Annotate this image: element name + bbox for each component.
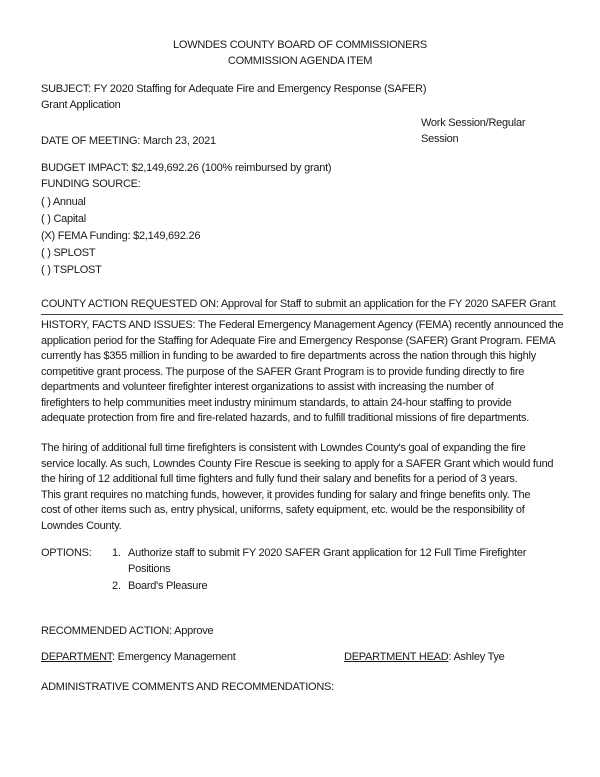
department-label: DEPARTMENT [41,651,113,663]
paragraph-line: This grant requires no matching funds, however, it provides funding for salary and fringe benefits only. The [41,488,531,501]
paragraph-line: the hiring of 12 additional full time fighters and fully fund their salary and benefits for a period of 3 years. [41,473,518,485]
date-of-meeting: DATE OF MEETING: March 23, 2021 [41,135,216,147]
funding-option-splost: ( ) SPLOST [41,247,96,259]
history-line: HISTORY, FACTS AND ISSUES: The Federal Emergency Management Agency (FEMA) recently announced the [41,319,564,331]
funding-option-annual: ( ) Annual [41,196,86,208]
paragraph-line: cost of other items such as, entry physical, uniforms, safety equipment, etc. would be the responsibility of [41,504,525,516]
department-head [344,650,505,664]
hiring-paragraph [41,441,553,534]
session-type-line2: Session [421,133,459,145]
option-1-number: 1. [112,547,121,559]
header-subtitle: COMMISSION AGENDA ITEM [227,55,373,67]
option-1-text: Authorize staff to submit FY 2020 SAFER Grant application for 12 Full Time Firefighter [128,547,527,559]
paragraph-line: service locally. As such, Lowndes County Fire Rescue is seeking to apply for a SAFER Grant which would fund [41,457,554,470]
history-line: application period for the Staffing for Adequate Fire and Emergency Response (SAFER) Grant Program. FEMA [41,334,556,347]
department-head-label: DEPARTMENT HEAD [344,651,449,663]
session-type-line1: Work Session/Regular [421,117,526,129]
department-head-value: : Ashley Tye [448,651,505,663]
options-label: OPTIONS: [41,547,92,559]
funding-option-fema: (X) FEMA Funding: $2,149,692.26 [41,230,201,242]
department-value: : Emergency Management [112,651,236,663]
subject-line2: Grant Application [41,99,121,111]
department [41,650,236,664]
funding-option-tsplost: ( ) TSPLOST [41,264,102,276]
option-2-text: Board's Pleasure [128,580,208,592]
history-facts-issues [41,318,563,427]
section-divider [41,314,563,315]
subject-line1: SUBJECT: FY 2020 Staffing for Adequate Fire and Emergency Response (SAFER) [41,83,427,95]
paragraph-line: Lowndes County. [41,519,122,532]
history-line: firefighters to help communities meet industry minimum standards, to attain 24-hour staffing to provide [41,396,512,409]
option-2-number: 2. [112,580,121,592]
paragraph-line: The hiring of additional full time firefighters is consistent with Lowndes County's goal of expanding the fire [41,442,526,454]
recommended-action: RECOMMENDED ACTION: Approve [41,625,214,637]
funding-source-label: FUNDING SOURCE: [41,178,141,190]
funding-option-capital: ( ) Capital [41,213,86,225]
history-line: departments and volunteer firefighter interest organizations to assist with increasing the number of [41,381,494,393]
budget-impact: BUDGET IMPACT: $2,149,692.26 (100% reimbursed by grant) [41,162,332,174]
county-action-requested: COUNTY ACTION REQUESTED ON: Approval for Staff to submit an application for the FY 2020 SAFER Grant [41,298,556,310]
history-line: currently has $355 million in funding to be awarded to fire departments across the nation through this highly [41,350,536,362]
administrative-comments: ADMINISTRATIVE COMMENTS AND RECOMMENDATIONS: [41,681,334,693]
history-line: competitive grant process. The purpose of the SAFER Grant Program is to provide funding directly to fire [41,365,525,378]
history-line: adequate protection from fire and fire-related hazards, and to fulfill traditional missions of fire departments. [41,412,530,424]
header-title: LOWNDES COUNTY BOARD OF COMMISSIONERS [173,39,427,51]
option-1-text-cont: Positions [128,563,171,575]
